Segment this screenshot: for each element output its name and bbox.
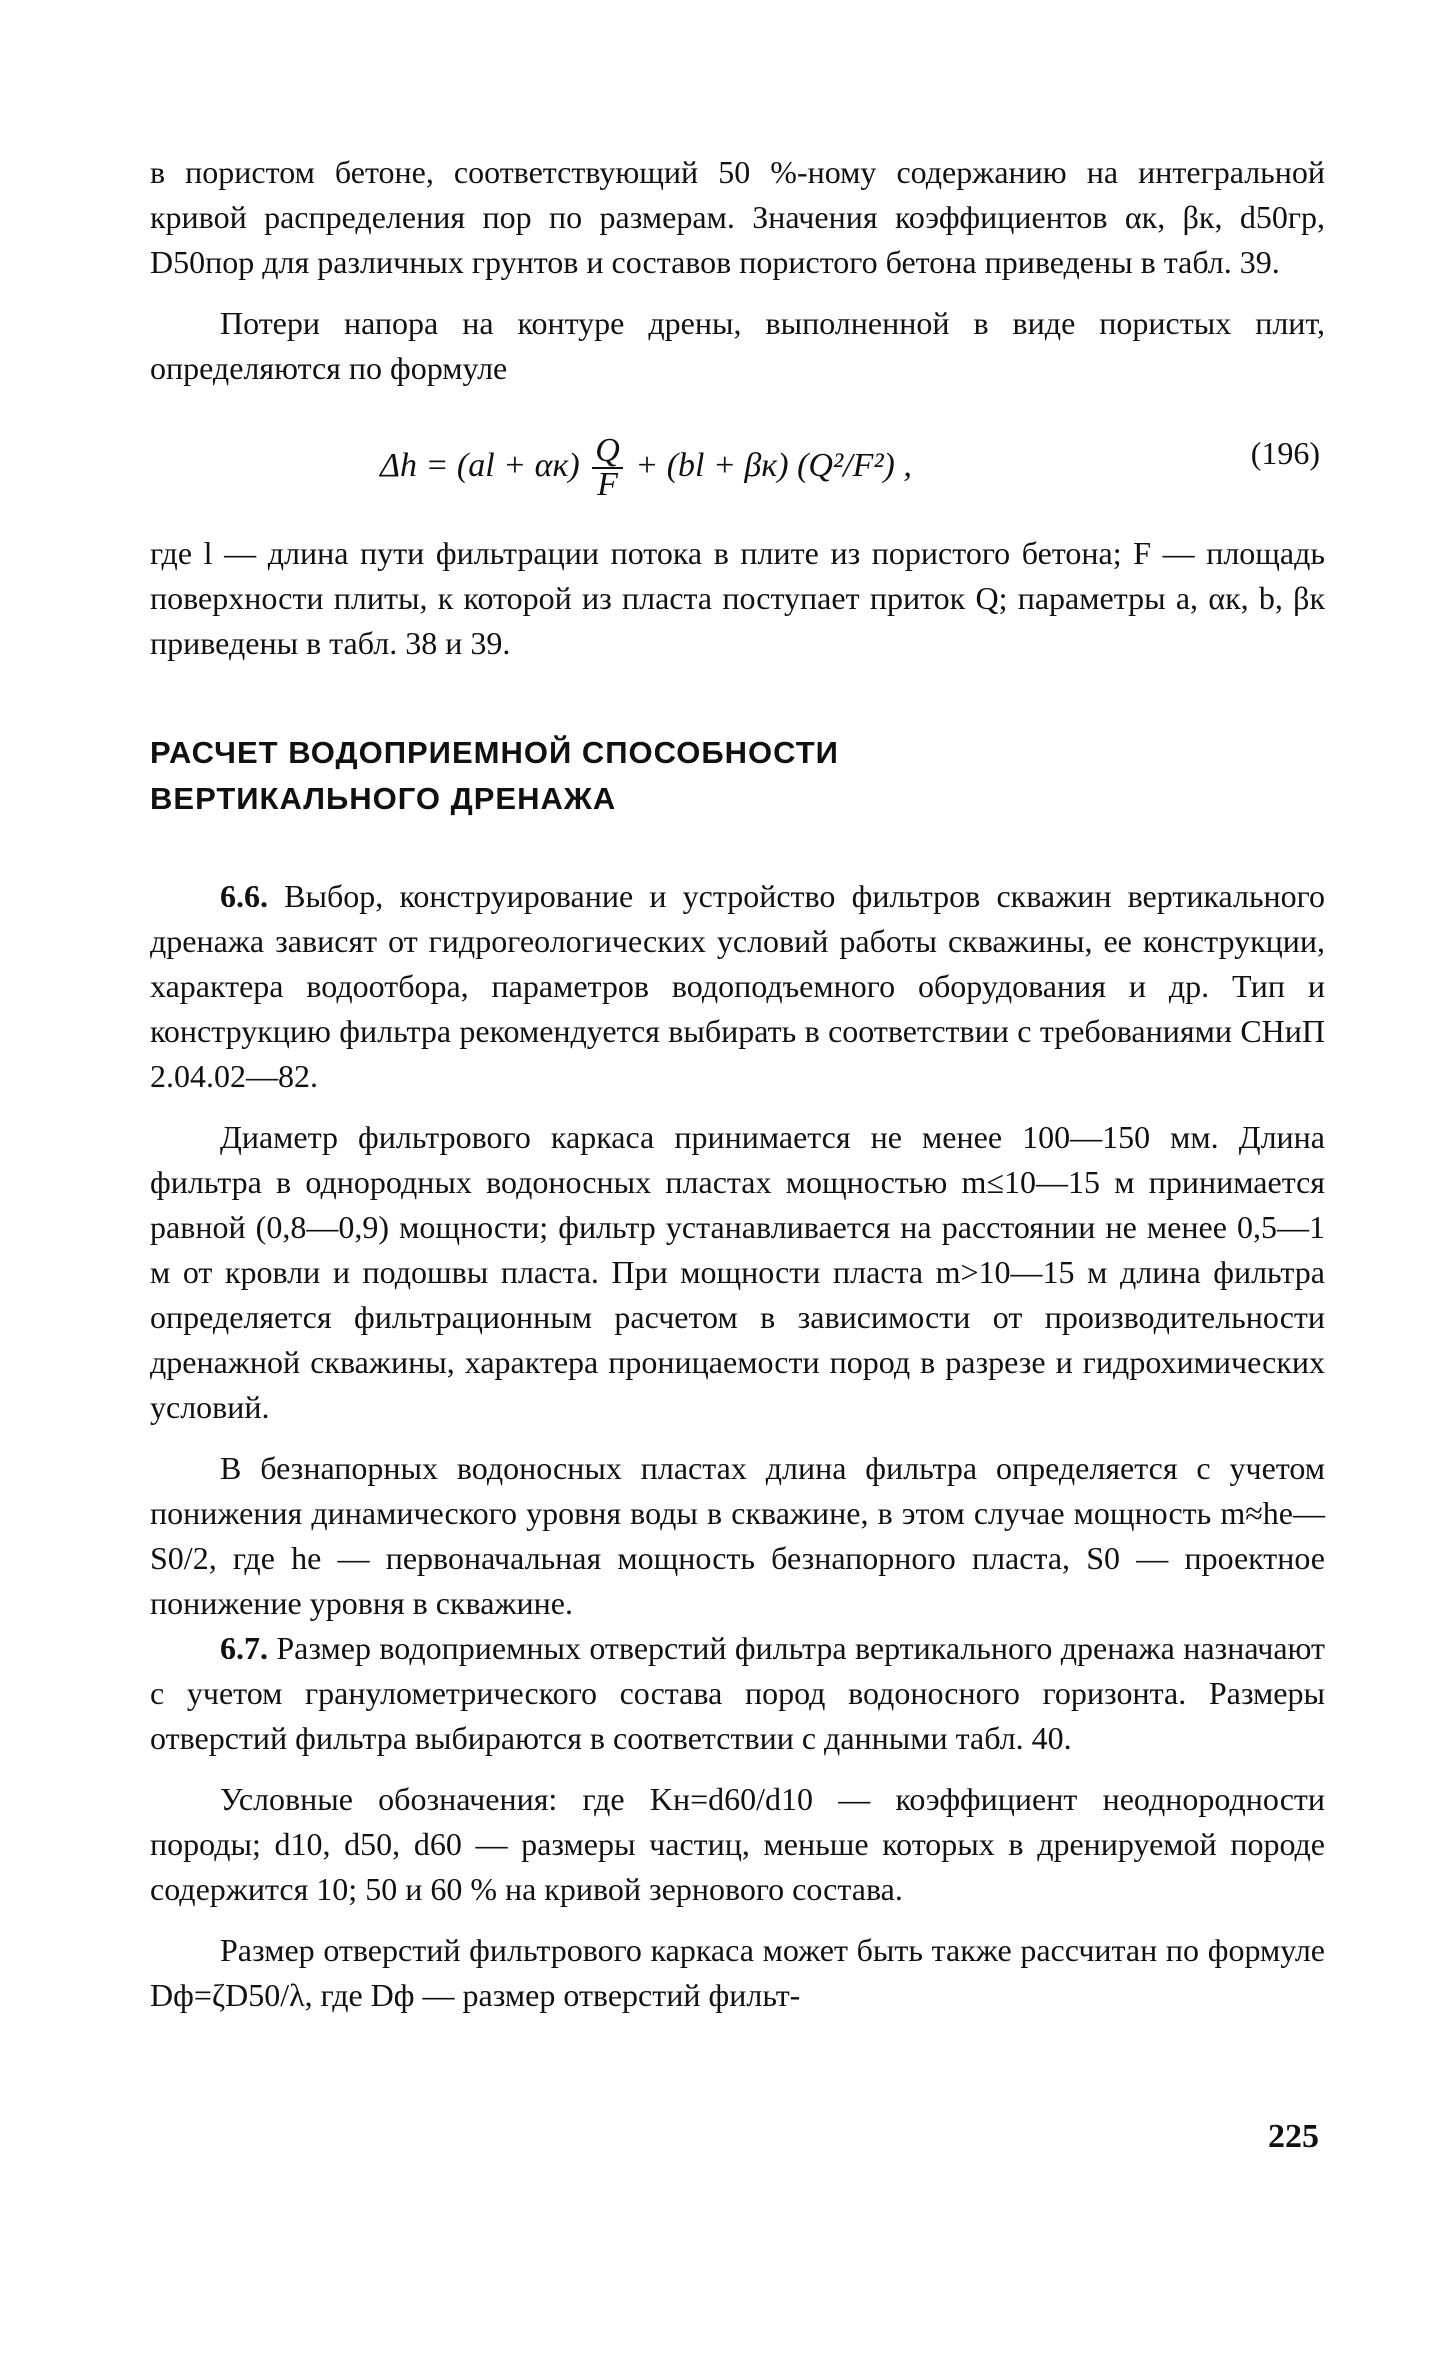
page-body: [150, 150, 1325, 2018]
formula-196: [150, 405, 1325, 515]
paragraph-6-6: [150, 874, 1325, 1099]
paragraph-diameter: Диаметр фильтрового каркаса принимается не менее 100—150 мм. Длина фильтра в однородных водоносных пластах мощностью m≤10—15 м принимается равной (0,8—0,9) мощности; фильтр устанавливается на расстоянии не менее 0,5—1 м от кровли и подошвы пласта. При мощности пласта m>10—15 м длина фильтра определяется фильтрационным расчетом в зависимости от производительности дренажной скважины, характера проницаемости пород в разрезе и гидрохимических условий.: [150, 1119, 1325, 1425]
formula-fraction: [592, 432, 623, 503]
paragraph-notation: Условные обозначения: где Kн=d60/d10 — коэффициент неоднородности породы; d10, d50, d60 — размеры частиц, меньше которых в дренируемой породе содержится 10; 50 и 60 % на кривой зернового состава.: [150, 1781, 1325, 1907]
paragraph-where: где l — длина пути фильтрации потока в плите из пористого бетона; F — площадь поверхности плиты, к которой из пласта поступает приток Q; параметры a, αк, b, βк приведены в табл. 38 и 39.: [150, 535, 1326, 661]
formula-expression: [380, 432, 912, 503]
formula-number: (196): [1250, 435, 1320, 471]
paragraph-intro: в пористом бетоне, соответствующий 50 %-ному содержанию на интегральной кривой распределения пор по размерам. Значения коэффициентов αк, βк, d50гр, D50пор для различных грунтов и составов пористого бетона приведены в табл. 39.: [150, 154, 1325, 280]
paragraph-opening-size: Размер отверстий фильтрового каркаса может быть также рассчитан по формуле Dф=ζD50/λ, где Dф — размер отверстий фильт-: [150, 1932, 1325, 2013]
formula-left: Δh = (al + αк): [380, 446, 580, 484]
heading-line-1: РАСЧЕТ ВОДОПРИЕМНОЙ СПОСОБНОСТИ: [150, 735, 839, 770]
paragraph-head-loss: Потери напора на контуре дрены, выполненной в виде пористых плит, определяются по формуле: [150, 305, 1325, 386]
heading-line-2: ВЕРТИКАЛЬНОГО ДРЕНАЖА: [150, 781, 617, 816]
clause-number-6-7: 6.7.: [220, 1630, 268, 1666]
clause-text-6-6: Выбор, конструирование и устройство фильтров скважин вертикального дренажа зависят от гидрогеологических условий работы скважины, ее конструкции, характера водоотбора, параметров водоподъемного оборудования и др. Тип и конструкцию фильтра рекомендуется выбирать в соответствии с требованиями СНиП 2.04.02—82.: [150, 878, 1325, 1094]
fraction-numerator: Q: [592, 435, 623, 469]
formula-right: + (bl + βк) (Q²/F²) ,: [635, 446, 912, 484]
page-number: 225: [1268, 2118, 1319, 2155]
fraction-denominator: F: [597, 466, 618, 503]
clause-number-6-6: 6.6.: [220, 878, 268, 914]
clause-text-6-7: Размер водоприемных отверстий фильтра вертикального дренажа назначают с учетом гранулометрического состава пород водоносного горизонта. Размеры отверстий фильтра выбираются в соответствии с данными табл. 40.: [150, 1630, 1325, 1756]
paragraph-unconfined: В безнапорных водоносных пластах длина фильтра определяется с учетом понижения динамического уровня воды в скважине, в этом случае мощность m≈he—S0/2, где he — первоначальная мощность безнапорного пласта, S0 — проектное понижение уровня в скважине.: [150, 1450, 1325, 1621]
paragraph-6-7: [150, 1626, 1325, 1761]
section-heading: [150, 730, 1325, 822]
